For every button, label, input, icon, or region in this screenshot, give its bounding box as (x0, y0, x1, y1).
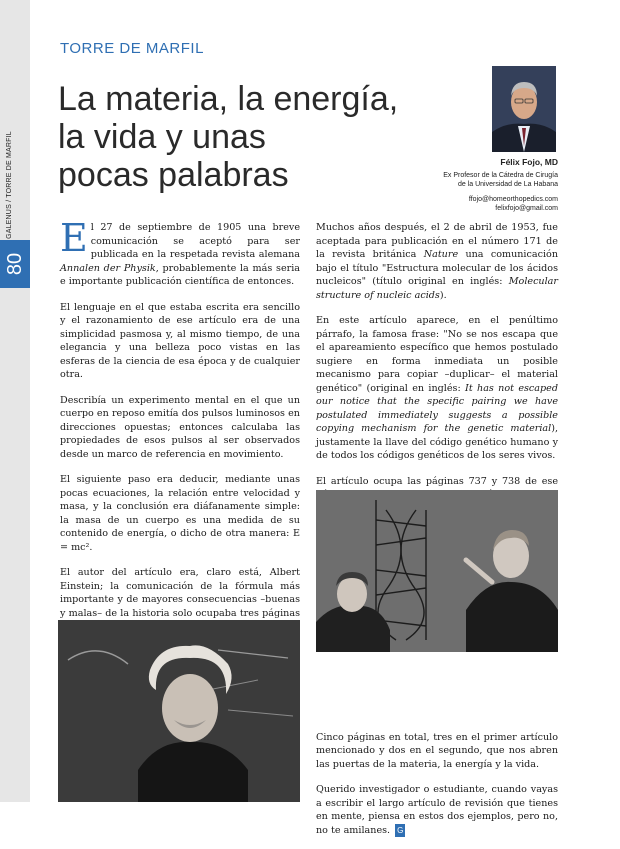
author-role-line: de la Universidad de La Habana (457, 181, 558, 188)
text: , probablemente la más seria e importante publicación científica de entonces. (60, 262, 300, 287)
paragraph: El autor del artículo era, claro está, Albert Einstein; la comunicación de la fórmula más importante y de mayores consecuencias –buenas y malas– de la historia solo ocupaba tres páginas (60, 567, 300, 619)
text: l 27 de septiembre de 1905 una breve comunicación se aceptó para ser publicada en la respetada revista alemana (90, 222, 300, 260)
paragraph: El lenguaje en el que estaba escrita era sencillo y el razonamiento de ese artículo era de una simplicidad pasmosa y, al mismo tiempo, de una elegancia y una belleza poco vistas en las esferas de la ciencia de esa época y de cualquier otra. (60, 301, 300, 380)
text: una comunicación bajo el título "Estructura molecular de los ácidos nucleicos" (título original en inglés: (316, 249, 558, 287)
author-email[interactable]: ffojo@homeorthopedics.com (468, 196, 558, 203)
text: Muchos años después, el 2 de abril de 1953, fue aceptada para publicación en el número 171 de la revista británica (316, 222, 558, 260)
quote-en: It has not escaped our notice that the specific pairing we have postulated immediately suggests a possible copying mechanism for the genetic material (316, 382, 558, 434)
paragraph: El siguiente paso era deducir, mediante unas pocas ecuaciones, la relación entre velocidad y masa, y la conclusión era diáfanamente simple: la masa de un cuerpo es una medida de su contenido de energía, o dicho de otra manera: E = mc². (60, 474, 300, 553)
text: ), justamente la llave del código genético humano y de todos los códigos genéticos de los seres vivos. (316, 423, 558, 461)
author-block (443, 158, 558, 213)
end-mark: G (395, 824, 405, 838)
einstein-photo (58, 620, 300, 802)
title-line: la vida y unas (58, 118, 266, 156)
text: Querido investigador o estudiante, cuando vayas a escribir el largo artículo de revisión que tienes en mente, piensa en estos dos ejemplos, pero no, no te amilanes. (316, 784, 558, 836)
author-role-line: Ex Profesor de la Cátedra de Cirugía (443, 172, 558, 179)
journal-name: Annalen der Physik (60, 262, 156, 274)
title-line: La materia, la energía, (58, 80, 399, 118)
paragraph (60, 216, 300, 289)
author-email[interactable]: felixfojo@gmail.com (495, 205, 558, 212)
author-portrait (492, 66, 556, 152)
author-name: Félix Fojo, MD (500, 157, 558, 167)
paragraph: Cinco páginas en total, tres en el primer artículo mencionado y dos en el segundo, que nos abren las puertas de la materia, la energía y la vida. (316, 731, 558, 770)
paragraph: Describía un experimento mental en el que un cuerpo en reposo emitía dos pulsos luminosos en direcciones opuestas; entonces calculaba las propiedades de esos pulsos al ser observados desde un marco de referencia en movimiento. (60, 394, 300, 460)
text: En este artículo aparece, en el penúltimo párrafo, la famosa frase: "No se nos escapa que el apareamiento específico que hemos postulado sugiere en forma inmediata un posible mecanismo para copiar –duplicar– el material genético" (original en inglés: (316, 315, 558, 394)
column-left (60, 216, 300, 646)
paragraph (316, 221, 558, 302)
journal-name: Nature (423, 249, 459, 260)
page-number: 80 (3, 252, 26, 276)
paragraph (316, 314, 558, 463)
title-line: pocas palabras (58, 156, 289, 194)
drop-cap: E (60, 216, 88, 260)
text: ). (439, 289, 447, 301)
running-label: GALENUS / TORRE DE MARFIL (6, 131, 13, 239)
article-title (58, 80, 458, 194)
text: El artículo ocupa las páginas 737 y 738 de ese (316, 475, 558, 487)
section-label: TORRE DE MARFIL (60, 40, 204, 57)
watson-crick-photo (316, 490, 558, 652)
article-title-en: Molecular structure of nucleic acids (316, 276, 558, 301)
paragraph (316, 783, 558, 837)
